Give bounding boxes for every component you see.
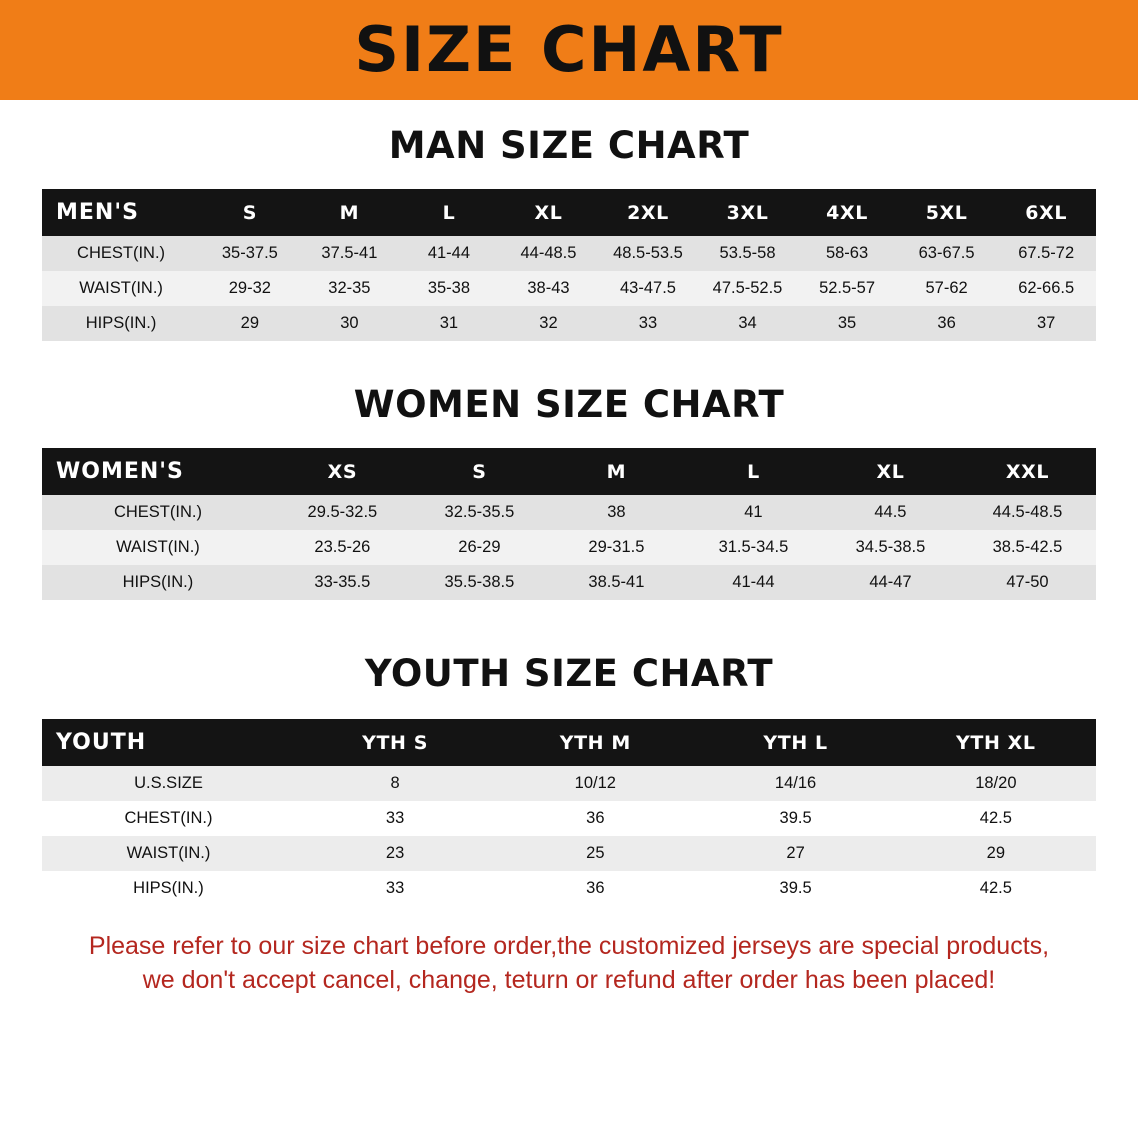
table-cell: 18/20: [896, 766, 1096, 801]
table-header-row: [42, 189, 1096, 236]
table-cell: 38.5-41: [548, 565, 685, 600]
table-cell: 35-38: [399, 271, 499, 306]
row-label: CHEST(IN.): [42, 801, 295, 836]
column-header: 6XL: [996, 189, 1096, 236]
table-cell: 27: [695, 836, 895, 871]
table-cell: 10/12: [495, 766, 695, 801]
row-label: WAIST(IN.): [42, 271, 200, 306]
page-title: SIZE CHART: [354, 13, 784, 86]
row-label: HIPS(IN.): [42, 306, 200, 341]
table-cell: 63-67.5: [897, 236, 997, 271]
table-cell: 8: [295, 766, 495, 801]
column-header: YTH XL: [896, 719, 1096, 766]
table-cell: 36: [495, 801, 695, 836]
table-row: [42, 801, 1096, 836]
column-header: XL: [499, 189, 599, 236]
table-cell: 41-44: [399, 236, 499, 271]
table-cell: 43-47.5: [598, 271, 698, 306]
table-row-header: WOMEN'S: [42, 448, 274, 495]
table-row: [42, 306, 1096, 341]
table-cell: 52.5-57: [797, 271, 897, 306]
table-cell: 58-63: [797, 236, 897, 271]
table-cell: 32: [499, 306, 599, 341]
table-cell: 33: [295, 871, 495, 906]
women-table-wrap: [0, 448, 1138, 600]
table-row: [42, 495, 1096, 530]
table-cell: 33-35.5: [274, 565, 411, 600]
table-cell: 29: [200, 306, 300, 341]
table-cell: 36: [495, 871, 695, 906]
table-cell: 29.5-32.5: [274, 495, 411, 530]
table-row: [42, 565, 1096, 600]
table-cell: 47-50: [959, 565, 1096, 600]
table-cell: 41-44: [685, 565, 822, 600]
table-row-header: MEN'S: [42, 189, 200, 236]
column-header: L: [685, 448, 822, 495]
table-cell: 29-32: [200, 271, 300, 306]
column-header: S: [411, 448, 548, 495]
women-section-title: WOMEN SIZE CHART: [353, 383, 785, 426]
table-cell: 35.5-38.5: [411, 565, 548, 600]
table-cell: 32.5-35.5: [411, 495, 548, 530]
table-cell: 26-29: [411, 530, 548, 565]
table-cell: 38.5-42.5: [959, 530, 1096, 565]
table-header-row: [42, 719, 1096, 766]
column-header: 3XL: [698, 189, 798, 236]
man-size-table: [42, 189, 1096, 341]
table-header-row: [42, 448, 1096, 495]
column-header: XS: [274, 448, 411, 495]
table-cell: 23.5-26: [274, 530, 411, 565]
table-cell: 42.5: [896, 801, 1096, 836]
row-label: HIPS(IN.): [42, 871, 295, 906]
table-cell: 29: [896, 836, 1096, 871]
column-header: YTH S: [295, 719, 495, 766]
table-cell: 36: [897, 306, 997, 341]
row-label: WAIST(IN.): [42, 836, 295, 871]
table-cell: 37.5-41: [300, 236, 400, 271]
table-cell: 34.5-38.5: [822, 530, 959, 565]
table-row: [42, 836, 1096, 871]
column-header: 5XL: [897, 189, 997, 236]
youth-table-wrap: [0, 719, 1138, 906]
order-policy-note: [36, 930, 1102, 998]
page-banner: [0, 0, 1138, 100]
table-cell: 29-31.5: [548, 530, 685, 565]
table-cell: 44-48.5: [499, 236, 599, 271]
table-cell: 30: [300, 306, 400, 341]
table-row: [42, 871, 1096, 906]
man-table-wrap: [0, 189, 1138, 341]
column-header: XL: [822, 448, 959, 495]
table-row: [42, 766, 1096, 801]
man-section-title: MAN SIZE CHART: [388, 124, 750, 167]
table-cell: 37: [996, 306, 1096, 341]
table-cell: 38-43: [499, 271, 599, 306]
table-cell: 44.5: [822, 495, 959, 530]
column-header: YTH L: [695, 719, 895, 766]
table-cell: 47.5-52.5: [698, 271, 798, 306]
table-row: [42, 271, 1096, 306]
table-row: [42, 236, 1096, 271]
table-cell: 44-47: [822, 565, 959, 600]
table-cell: 35: [797, 306, 897, 341]
table-cell: 38: [548, 495, 685, 530]
row-label: U.S.SIZE: [42, 766, 295, 801]
table-cell: 39.5: [695, 871, 895, 906]
table-cell: 67.5-72: [996, 236, 1096, 271]
row-label: CHEST(IN.): [42, 236, 200, 271]
column-header: L: [399, 189, 499, 236]
youth-section-title: YOUTH SIZE CHART: [364, 652, 774, 695]
table-row-header: YOUTH: [42, 719, 295, 766]
table-cell: 32-35: [300, 271, 400, 306]
note-line-2: we don't accept cancel, change, teturn or refund after order has been placed!: [142, 965, 996, 994]
table-cell: 31.5-34.5: [685, 530, 822, 565]
table-cell: 39.5: [695, 801, 895, 836]
column-header: M: [548, 448, 685, 495]
table-cell: 53.5-58: [698, 236, 798, 271]
table-row: [42, 530, 1096, 565]
column-header: XXL: [959, 448, 1096, 495]
table-cell: 42.5: [896, 871, 1096, 906]
table-cell: 48.5-53.5: [598, 236, 698, 271]
table-cell: 35-37.5: [200, 236, 300, 271]
table-cell: 44.5-48.5: [959, 495, 1096, 530]
table-cell: 57-62: [897, 271, 997, 306]
youth-size-table: [42, 719, 1096, 906]
column-header: 2XL: [598, 189, 698, 236]
table-cell: 33: [598, 306, 698, 341]
table-cell: 41: [685, 495, 822, 530]
column-header: M: [300, 189, 400, 236]
column-header: YTH M: [495, 719, 695, 766]
column-header: S: [200, 189, 300, 236]
table-cell: 33: [295, 801, 495, 836]
row-label: WAIST(IN.): [42, 530, 274, 565]
table-cell: 25: [495, 836, 695, 871]
column-header: 4XL: [797, 189, 897, 236]
note-line-1: Please refer to our size chart before order,the customized jerseys are special products,: [88, 932, 1050, 960]
table-cell: 14/16: [695, 766, 895, 801]
table-cell: 31: [399, 306, 499, 341]
table-cell: 62-66.5: [996, 271, 1096, 306]
row-label: HIPS(IN.): [42, 565, 274, 600]
row-label: CHEST(IN.): [42, 495, 274, 530]
table-cell: 34: [698, 306, 798, 341]
table-cell: 23: [295, 836, 495, 871]
women-size-table: [42, 448, 1096, 600]
